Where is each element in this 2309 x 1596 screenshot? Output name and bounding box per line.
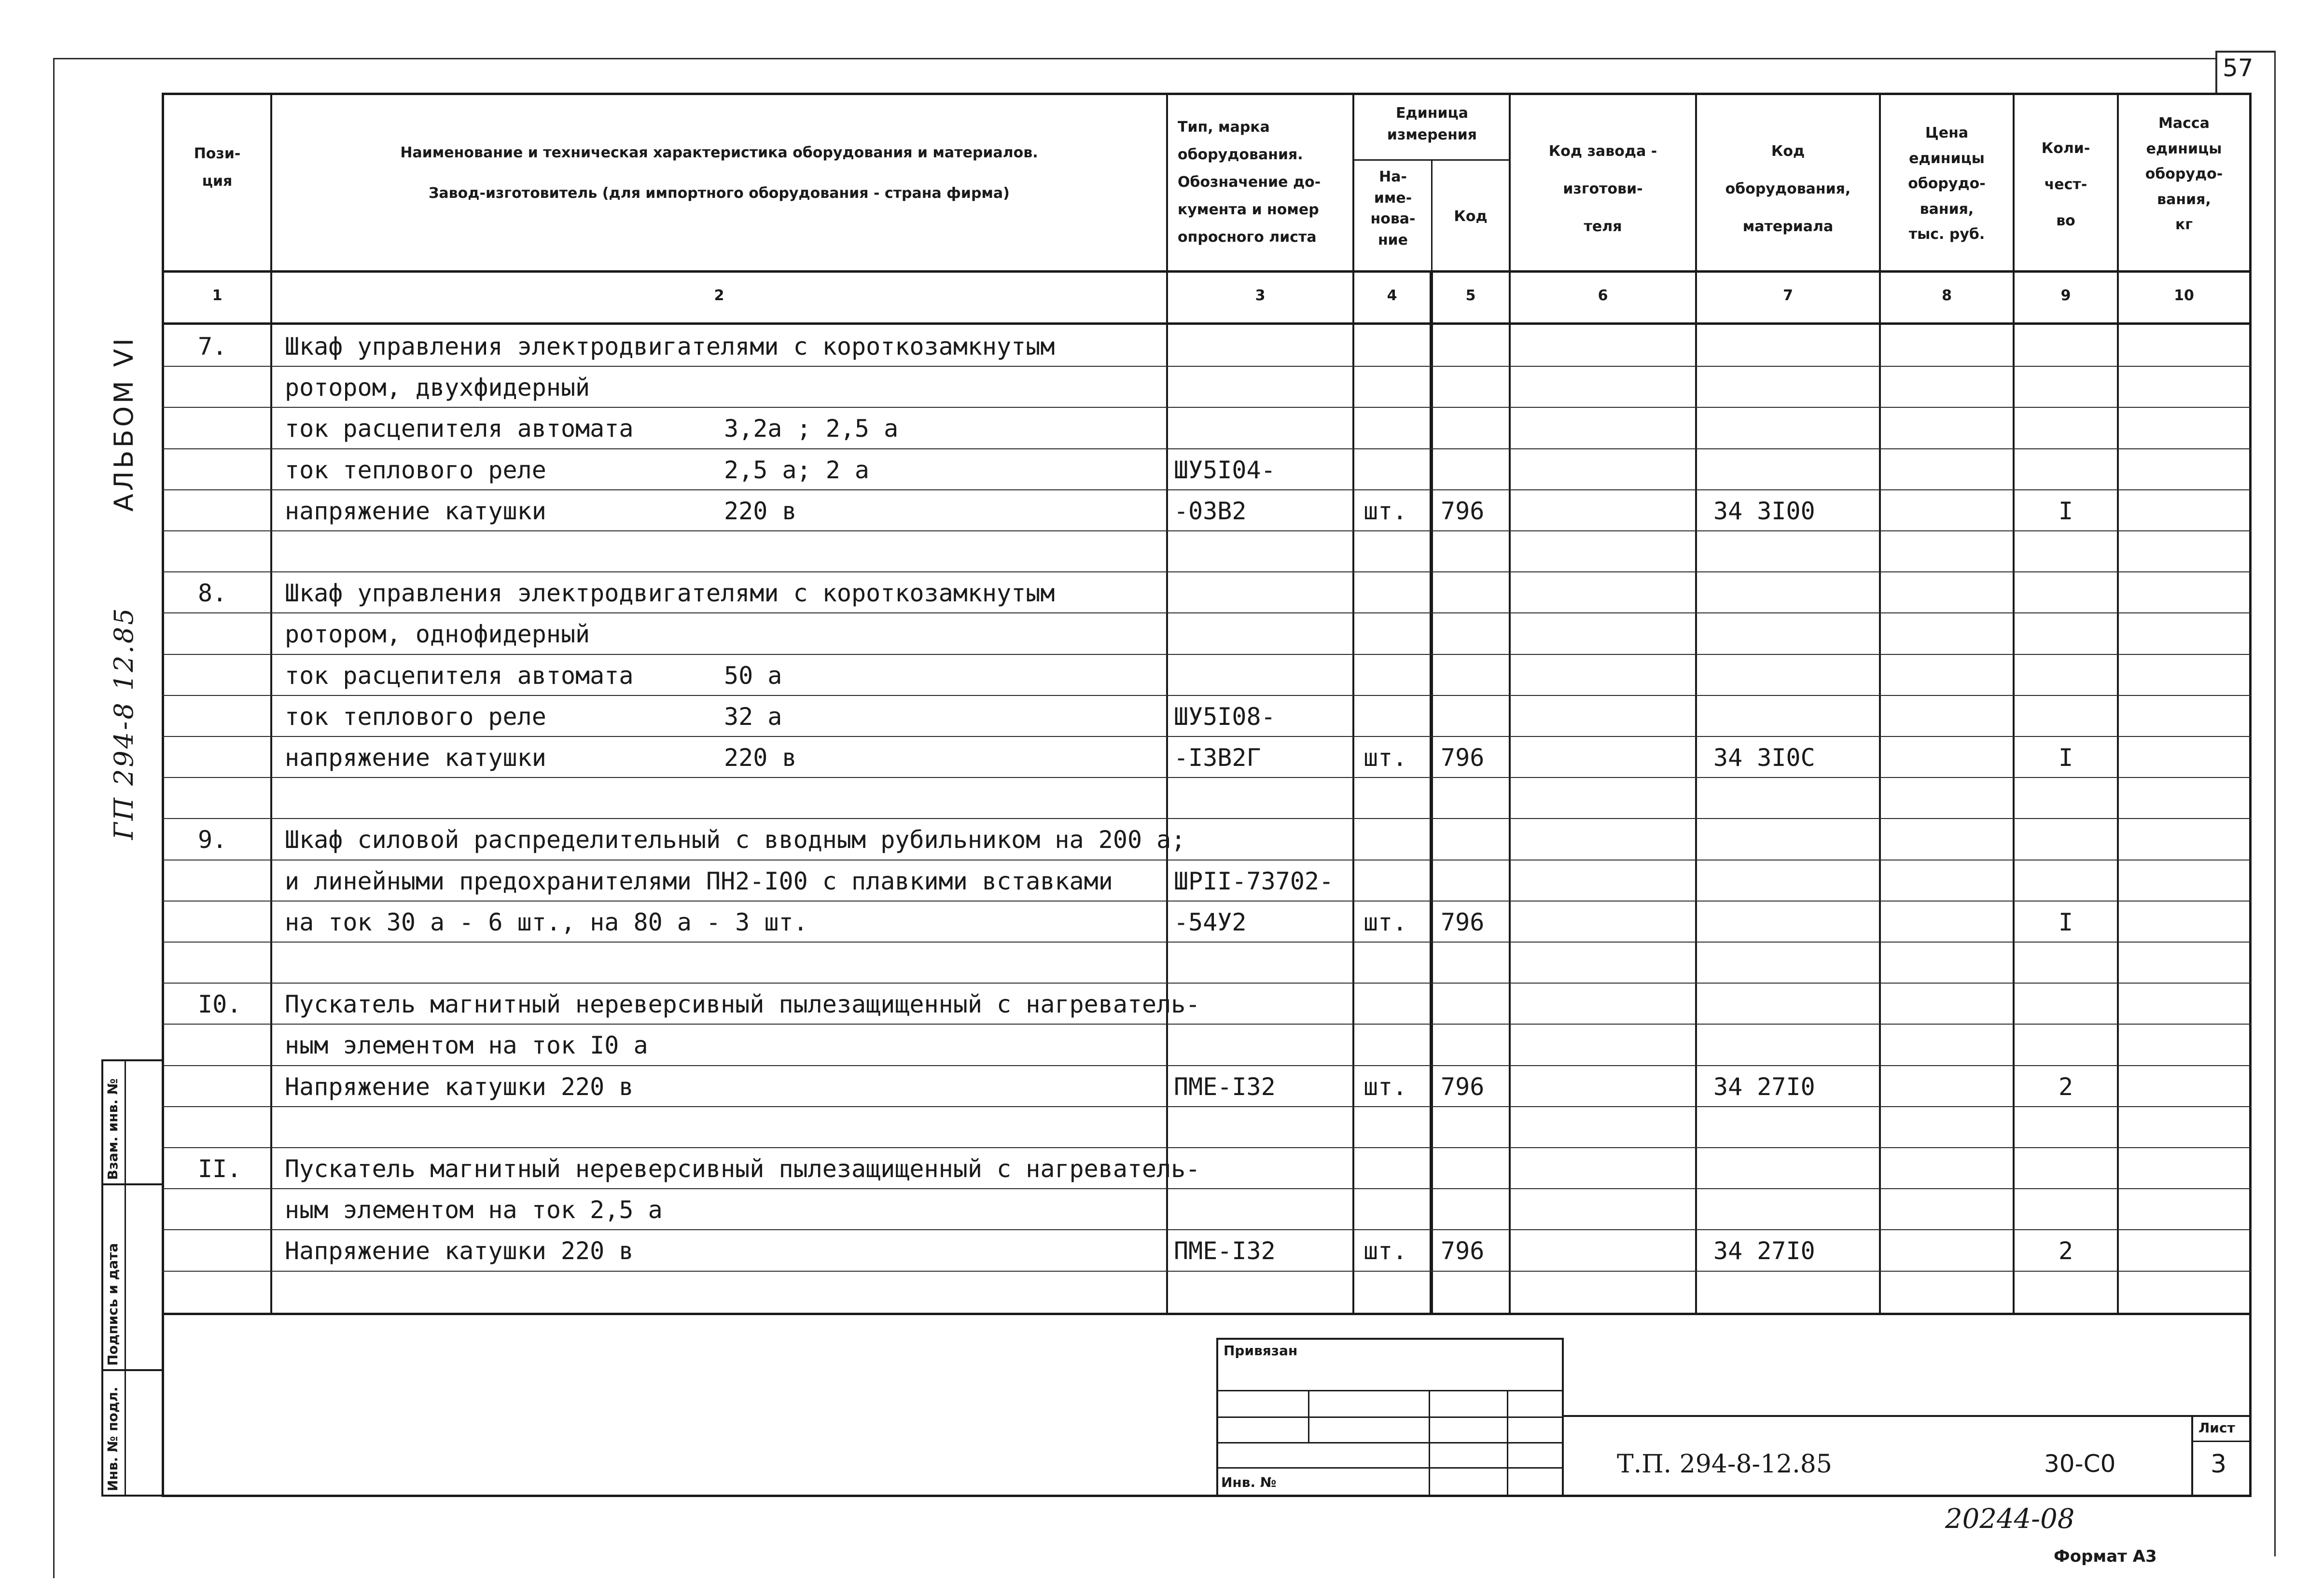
row-value: 2,5 а; 2 а	[724, 456, 870, 484]
privyazan-vline-2	[1429, 1390, 1430, 1496]
row-separator	[162, 448, 2252, 449]
row-name: ток расцепителя автомата	[285, 662, 634, 690]
row-name: на ток 30 а - 6 шт., на 80 а - 3 шт.	[285, 908, 808, 936]
sheet-code: 30-С0	[2044, 1450, 2116, 1478]
row-separator	[162, 695, 2252, 696]
row-separator	[162, 736, 2252, 737]
row-type: ШУ5I04-	[1174, 456, 1276, 484]
colnum-bottom-line	[162, 322, 2252, 325]
left-stamp-sep-2	[101, 1369, 162, 1371]
row-separator	[162, 366, 2252, 367]
row-separator	[162, 1229, 2252, 1230]
stamp-label-vzam: Взам. инв. №	[105, 1078, 121, 1180]
row-qty: I	[2059, 744, 2073, 772]
row-separator	[162, 901, 2252, 902]
column-number-2: 2	[714, 287, 724, 304]
row-name: Шкаф управления электродвигателями с короткозамкнутым	[285, 333, 1055, 361]
inv-label: Инв. №	[1221, 1474, 1277, 1490]
privyazan-line-1	[1216, 1390, 1564, 1391]
row-separator	[162, 1106, 2252, 1107]
col-sep-9	[2117, 93, 2119, 1314]
frame-right-line	[2274, 51, 2276, 1556]
table-right	[2249, 93, 2252, 1497]
unit-group-line	[1352, 159, 1511, 161]
stamp-label-podpis: Подпись и дата	[105, 1243, 121, 1366]
privyazan-label: Привязан	[1224, 1343, 1298, 1359]
row-unit: шт.	[1363, 497, 1407, 525]
project-label: ГП 294-8 12.85	[109, 606, 139, 840]
row-name: Пускатель магнитный нереверсивный пылезащищенный с нагреватель-	[285, 990, 1200, 1018]
body-bottom-line	[162, 1313, 2252, 1315]
row-equip: 34 27I0	[1713, 1237, 1815, 1265]
table-top	[162, 93, 2252, 95]
row-qty: I	[2059, 908, 2073, 936]
row-pos: 9.	[198, 826, 227, 854]
frame-top-line	[53, 58, 2215, 59]
title-line	[1564, 1415, 2249, 1417]
row-name: напряжение катушки	[285, 744, 546, 772]
row-name: ротором, однофидерный	[285, 620, 590, 648]
col-sep-1	[270, 93, 272, 1314]
row-equip: 34 27I0	[1713, 1073, 1815, 1101]
row-name: и линейными предохранителями ПН2-I00 с плавкими вставками	[285, 867, 1113, 895]
row-type: -I3В2Г	[1174, 744, 1261, 772]
row-value: 50 а	[724, 662, 782, 690]
column-number-4: 4	[1387, 287, 1397, 304]
handwritten-number: 20244-08	[1945, 1503, 2075, 1535]
frame-left-line	[53, 58, 55, 1578]
header-position: Пози- ция	[194, 145, 241, 190]
row-name: ным элементом на ток I0 а	[285, 1031, 648, 1059]
row-type: ПМЕ-I32	[1174, 1073, 1276, 1101]
privyazan-box-top	[1216, 1338, 1564, 1340]
sheet-number-box-left	[2215, 51, 2217, 94]
row-value: 220 в	[724, 744, 797, 772]
row-name: ротором, двухфидерный	[285, 374, 590, 402]
row-pos: 7.	[198, 333, 227, 361]
col-sep-4b	[1430, 270, 1433, 1314]
stamp-label-inv-podl: Инв. № подл.	[105, 1387, 121, 1491]
row-unit: шт.	[1363, 1237, 1407, 1265]
row-name: Пускатель магнитный нереверсивный пылезащищенный с нагреватель-	[285, 1155, 1200, 1183]
column-number-3: 3	[1255, 287, 1266, 304]
col-sep-5	[1509, 93, 1511, 1314]
row-name: ток теплового реле	[285, 456, 546, 484]
row-value: 220 в	[724, 497, 797, 525]
sheet-number-top: 57	[2223, 54, 2253, 82]
row-separator	[162, 1147, 2252, 1148]
row-type: ШУ5I08-	[1174, 703, 1276, 731]
header-quantity: Коли- чест- во	[2041, 140, 2090, 229]
row-separator	[162, 942, 2252, 943]
column-number-6: 6	[1598, 287, 1608, 304]
column-number-10: 10	[2174, 287, 2194, 304]
row-qty: 2	[2059, 1237, 2073, 1265]
row-separator	[162, 1065, 2252, 1066]
header-factory-code: Код завода - изготови- теля	[1548, 143, 1657, 235]
privyazan-vline-3	[1507, 1390, 1508, 1496]
header-type: Тип, марка оборудования. Обозначение до- кумента и номер опросного листа	[1178, 119, 1321, 246]
column-number-9: 9	[2060, 287, 2071, 304]
column-number-8: 8	[1942, 287, 1952, 304]
row-type: ПМЕ-I32	[1174, 1237, 1276, 1265]
row-value: 3,2а ; 2,5 а	[724, 415, 899, 443]
row-separator	[162, 530, 2252, 531]
row-separator	[162, 1271, 2252, 1272]
row-type: -54У2	[1174, 908, 1247, 936]
col-sep-3	[1352, 93, 1354, 1314]
column-number-7: 7	[1783, 287, 1793, 304]
row-unit: шт.	[1363, 908, 1407, 936]
row-name: Напряжение катушки 220 в	[285, 1237, 634, 1265]
row-pos: II.	[198, 1155, 242, 1183]
row-separator	[162, 654, 2252, 655]
col-sep-7	[1879, 93, 1881, 1314]
format-label: Формат А3	[2054, 1547, 2157, 1566]
column-number-5: 5	[1465, 287, 1476, 304]
row-name: ным элементом на ток 2,5 а	[285, 1196, 663, 1224]
row-equip: 34 3I00	[1713, 497, 1815, 525]
header-bottom-line	[162, 270, 2252, 273]
row-separator	[162, 1188, 2252, 1189]
row-code: 796	[1441, 1073, 1485, 1101]
sheet-label: Лист	[2198, 1420, 2235, 1436]
header-unit-code: Код	[1454, 208, 1488, 225]
row-qty: I	[2059, 497, 2073, 525]
row-separator	[162, 1024, 2252, 1025]
row-separator	[162, 612, 2252, 613]
row-qty: 2	[2059, 1073, 2073, 1101]
row-separator	[162, 571, 2252, 572]
row-name: Напряжение катушки 220 в	[285, 1073, 634, 1101]
row-code: 796	[1441, 744, 1485, 772]
sheet-number-box-top	[2215, 51, 2275, 53]
row-separator	[162, 777, 2252, 778]
col-sep-6	[1695, 93, 1697, 1314]
header-price: Цена единицы оборудо- вания, тыс. руб.	[1908, 125, 1986, 243]
privyazan-vline-1	[1308, 1390, 1309, 1443]
header-mass: Масса единицы оборудо- вания, кг	[2145, 115, 2223, 233]
header-unit-name: На- име- нова- ние	[1370, 168, 1416, 249]
row-equip: 34 3I0С	[1713, 744, 1815, 772]
row-pos: 8.	[198, 579, 227, 607]
album-label: АЛЬБОМ VI	[109, 335, 139, 512]
row-separator	[162, 983, 2252, 984]
row-separator	[162, 407, 2252, 408]
row-name: ток расцепителя автомата	[285, 415, 634, 443]
row-name: напряжение катушки	[285, 497, 546, 525]
sheet-box-mid	[2191, 1441, 2249, 1442]
row-pos: I0.	[198, 990, 242, 1018]
header-unit-group: Единица измерения	[1387, 105, 1477, 143]
row-type: -03В2	[1174, 497, 1247, 525]
privyazan-line-3	[1216, 1442, 1564, 1443]
privyazan-line-2	[1216, 1416, 1564, 1418]
row-type: ШРII-73702-	[1174, 867, 1334, 895]
sheet-number: 3	[2211, 1450, 2227, 1479]
left-stamp-frame-mid	[125, 1059, 126, 1496]
row-code: 796	[1441, 1237, 1485, 1265]
col-sep-2	[1166, 93, 1168, 1314]
column-number-1: 1	[212, 287, 223, 304]
sheet-box-left	[2191, 1415, 2193, 1496]
header-name: Наименование и техническая характеристика оборудования и материалов. Завод-изготовитель (для импортного оборудования - страна фирма)	[400, 144, 1038, 202]
left-stamp-frame-top	[101, 1059, 162, 1061]
left-stamp-sep-1	[101, 1183, 162, 1185]
row-name: ток теплового реле	[285, 703, 546, 731]
table-bottom	[162, 1495, 2252, 1497]
row-name: Шкаф управления электродвигателями с короткозамкнутым	[285, 579, 1055, 607]
row-unit: шт.	[1363, 744, 1407, 772]
header-equipment-code: Код оборудования, материала	[1725, 143, 1851, 235]
row-unit: шт.	[1363, 1073, 1407, 1101]
col-sep-8	[2013, 93, 2015, 1314]
privyazan-line-4	[1216, 1467, 1564, 1469]
row-separator	[162, 818, 2252, 819]
row-code: 796	[1441, 908, 1485, 936]
left-stamp-bottom	[101, 1495, 162, 1497]
row-separator	[162, 489, 2252, 490]
document-code: Т.П. 294-8-12.85	[1617, 1450, 1832, 1479]
row-value: 32 а	[724, 703, 782, 731]
left-stamp-frame-left	[101, 1059, 103, 1496]
row-code: 796	[1441, 497, 1485, 525]
row-name: Шкаф силовой распределительный с вводным рубильником на 200 а;	[285, 826, 1186, 854]
